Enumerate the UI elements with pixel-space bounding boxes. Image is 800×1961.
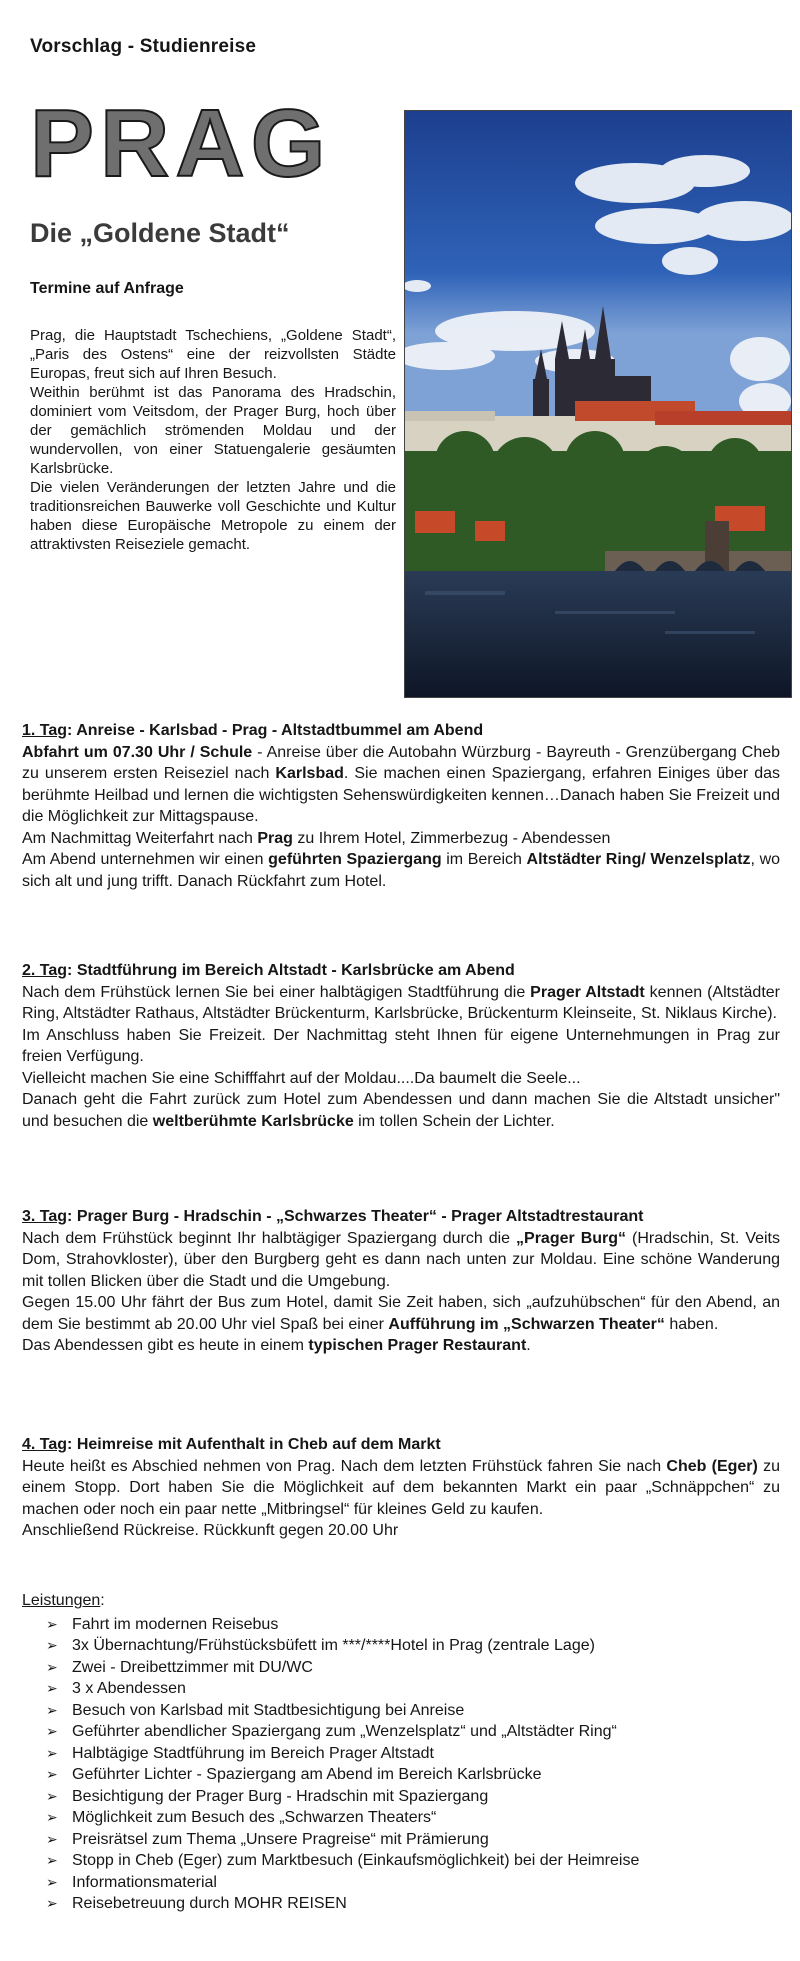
day-text: Danach geht die Fahrt zurück zum Hotel zum Abendessen und dann machen Sie die Altstadt unsicher" und besuchen die [22,1091,780,1130]
highlight-prager-burg: „Prager Burg“ [516,1229,627,1247]
day-paragraph [22,742,780,828]
day-text: zu einem Stopp. Dort haben Sie die Möglichkeit auf dem bekannten Markt ein paar „Schnäppchen“ zu machen oder noch ein paar nette „Mitbringsel“ für kleines Geld zu kaufen. [22,1457,780,1518]
service-item [46,1614,780,1636]
day-text: Nach dem Frühstück beginnt Ihr halbtägiger Spaziergang durch die [22,1229,517,1247]
dates-note: Termine auf Anfrage [30,280,184,297]
day-number: 3. Tag [22,1208,68,1225]
day-text: , wo sich alt und jung trifft. Danach Rückfahrt zum Hotel. [22,851,781,890]
day-text: Das Abendessen gibt es heute in einem [22,1337,309,1354]
day-paragraph: Im Anschluss haben Sie Freizeit. Der Nachmittag steht Ihnen für eigene Unternehmungen in Prag zur freien Verfügung. [22,1026,780,1065]
highlight-altstadt: Prager Altstadt [530,983,645,1001]
trees [404,431,791,571]
document-kicker: Vorschlag - Studienreise [30,36,257,57]
arrow-bullet-icon: ➢ [46,1873,58,1890]
day-paragraph: Vielleicht machen Sie eine Schifffahrt auf der Moldau....Da baumelt die Seele... [22,1069,581,1087]
day-3-section [22,1206,780,1357]
intro-paragraph: Prag, die Hauptstadt Tschechiens, „Goldene Stadt“, „Paris des Ostens“ eine der reizvollsten Städte Europas, freut sich auf Ihren Besuch. [30,327,396,382]
arrow-bullet-icon: ➢ [46,1766,58,1782]
arrow-bullet-icon: ➢ [46,1658,58,1675]
service-item-text: Preisrätsel zum Thema „Unsere Pragreise“ mit Prämierung [72,1830,489,1848]
day-paragraph [22,1335,780,1357]
highlight-guided-walk: geführten Spaziergang [268,851,442,868]
day-2-heading [22,960,780,982]
day-paragraph [22,982,780,1025]
day-text: Nach dem Frühstück lernen Sie bei einer halbtägigen Stadtführung die [22,983,531,1001]
highlight-karlsbad: Karlsbad [275,765,344,782]
day-1-section [22,720,780,892]
service-item-text: Besichtigung der Prager Burg - Hradschin mit Spaziergang [72,1787,489,1805]
day-text: im Bereich [441,851,527,868]
services-heading [22,1590,780,1612]
day-text: haben. [664,1315,719,1333]
service-item [46,1721,780,1743]
arrow-bullet-icon: ➢ [46,1723,58,1739]
arrow-bullet-icon: ➢ [46,1787,58,1804]
day-4-section [22,1434,780,1542]
service-item [46,1657,780,1679]
prague-castle-photo [404,110,792,698]
services-title-colon: : [100,1592,105,1609]
arrow-bullet-icon: ➢ [46,1701,58,1718]
day-text: im tollen Schein der Lichter. [353,1112,555,1130]
arrow-bullet-icon: ➢ [46,1637,58,1653]
services-section [22,1590,780,1915]
service-item [46,1872,780,1894]
day-number: 2. Tag [22,962,68,979]
day-title: : Stadtführung im Bereich Altstadt - Karlsbrücke am Abend [67,962,515,979]
day-text: (Hradschin, St. Veits Dom, Strahovkloster), über den Burgberg geht es dann nach unten zur Moldau. Eine schöne Wanderung mit tollen Blicken über die Stadt und die Umgebung. [22,1229,781,1290]
arrow-bullet-icon: ➢ [46,1830,58,1847]
service-item-text: 3 x Abendessen [72,1680,186,1697]
service-item-text: Besuch von Karlsbad mit Stadtbesichtigung bei Anreise [72,1701,465,1719]
day-title: : Heimreise mit Aufenthalt in Cheb auf dem Markt [67,1436,441,1453]
day-text: . [526,1337,531,1354]
page-title: PRAG [30,90,332,197]
day-paragraph [22,828,780,850]
day-4-heading [22,1434,780,1456]
day-number: 1. Tag [22,722,68,739]
service-item [46,1807,780,1829]
day-text: Gegen 15.00 Uhr fährt der Bus zum Hotel, damit Sie Zeit haben, sich „aufzuhübschen“ für den Abend, an dem Sie bestimmt ab 20.00 Uhr viel Spaß bei einer [22,1294,780,1333]
service-item [46,1786,780,1808]
service-item [46,1829,780,1851]
highlight-theater: Aufführung im „Schwarzen Theater“ [388,1315,665,1333]
services-title: Leistungen [22,1592,101,1609]
service-item [46,1635,780,1657]
day-paragraph [22,1089,780,1132]
arrow-bullet-icon: ➢ [46,1744,58,1761]
service-item-text: Zwei - Dreibettzimmer mit DU/WC [72,1658,313,1676]
highlight-restaurant: typischen Prager Restaurant [308,1337,527,1354]
services-list [22,1614,780,1915]
day-text: kennen (Altstädter Ring, Altstädter Rathaus, Altstädter Brückenturm, Karlsbrücke, Brückenturm Kleinseite, St. Niklaus Kirche). [22,983,780,1022]
day-text: zu Ihrem Hotel, Zimmerbezug - Abendessen [292,829,611,847]
service-item-text: Stopp in Cheb (Eger) zum Marktbesuch (Einkaufsmöglichkeit) bei der Heimreise [72,1852,640,1869]
service-item-text: 3x Übernachtung/Frühstücksbüfett im ***/****Hotel in Prag (zentrale Lage) [72,1637,595,1654]
service-item-text: Geführter abendlicher Spaziergang zum „Wenzelsplatz“ und „Altstädter Ring“ [72,1723,617,1740]
day-number: 4. Tag [22,1436,68,1453]
highlight-karlsbruecke: weltberühmte Karlsbrücke [152,1112,354,1130]
service-item [46,1764,780,1786]
service-item [46,1743,780,1765]
day-title: : Anreise - Karlsbad - Prag - Altstadtbummel am Abend [67,722,484,739]
arrow-bullet-icon: ➢ [46,1615,58,1632]
highlight-cheb: Cheb (Eger) [666,1457,758,1475]
intro-paragraph: Weithin berühmt ist das Panorama des Hradschin, dominiert vom Veitsdom, der Prager Burg, hoch über der gemächlich strömenden Moldau und der wundervollen, von einer Statuengalerie gesäumten Karlsbrücke. [30,384,396,477]
intro-paragraph: Die vielen Veränderungen der letzten Jahre und die traditionsreichen Bauwerke voll Geschichte und Kultur haben diese Europäische Metropole zu einem der attraktivsten Reiseziele gemacht. [30,479,396,553]
day-text: - Anreise über die Autobahn Würzburg - Bayreuth - Grenzübergang Cheb zu unserem ersten Reiseziel nach [22,743,781,782]
day-3-heading [22,1206,780,1228]
service-item [46,1700,780,1722]
service-item-text: Reisebetreuung durch MOHR REISEN [72,1895,347,1912]
day-text: . Sie machen einen Spaziergang, erfahren Einiges über das berühmte Heilbad und lernen die wichtigsten Sehenswürdigkeiten kennen…Danach haben Sie Freizeit und die Möglichkeit zur Mittagspause. [22,765,781,825]
day-text: Heute heißt es Abschied nehmen von Prag. Nach dem letzten Frühstück fahren Sie nach [22,1457,667,1475]
arrow-bullet-icon: ➢ [46,1680,58,1696]
highlight-prag: Prag [257,829,293,847]
day-title: : Prager Burg - Hradschin - „Schwarzes Theater“ - Prager Altstadtrestaurant [67,1208,644,1225]
service-item [46,1678,780,1700]
arrow-bullet-icon: ➢ [46,1895,58,1911]
service-item [46,1893,780,1915]
day-paragraph: Anschließend Rückreise. Rückkunft gegen 20.00 Uhr [22,1522,399,1539]
departure-info: Abfahrt um 07.30 Uhr / Schule [22,743,253,761]
service-item-text: Fahrt im modernen Reisebus [72,1615,279,1633]
day-text: Am Nachmittag Weiterfahrt nach [22,829,258,847]
day-1-heading [22,720,780,742]
highlight-altstaedter-ring: Altstädter Ring/ Wenzelsplatz [526,851,751,868]
intro-text [30,326,396,554]
service-item [46,1850,780,1872]
service-item-text: Möglichkeit zum Besuch des „Schwarzen Theaters“ [72,1809,437,1826]
service-item-text: Geführter Lichter - Spaziergang am Abend im Bereich Karlsbrücke [72,1766,542,1783]
arrow-bullet-icon: ➢ [46,1809,58,1825]
day-text: Am Abend unternehmen wir einen [22,851,269,868]
day-paragraph [22,1456,780,1521]
arrow-bullet-icon: ➢ [46,1852,58,1868]
service-item-text: Halbtägige Stadtführung im Bereich Prager Altstadt [72,1744,434,1762]
page-subtitle: Die „Goldene Stadt“ [30,218,290,248]
day-2-section [22,960,780,1132]
day-paragraph [22,849,780,892]
service-item-text: Informationsmaterial [72,1873,217,1891]
day-paragraph [22,1228,780,1293]
day-paragraph [22,1292,780,1335]
